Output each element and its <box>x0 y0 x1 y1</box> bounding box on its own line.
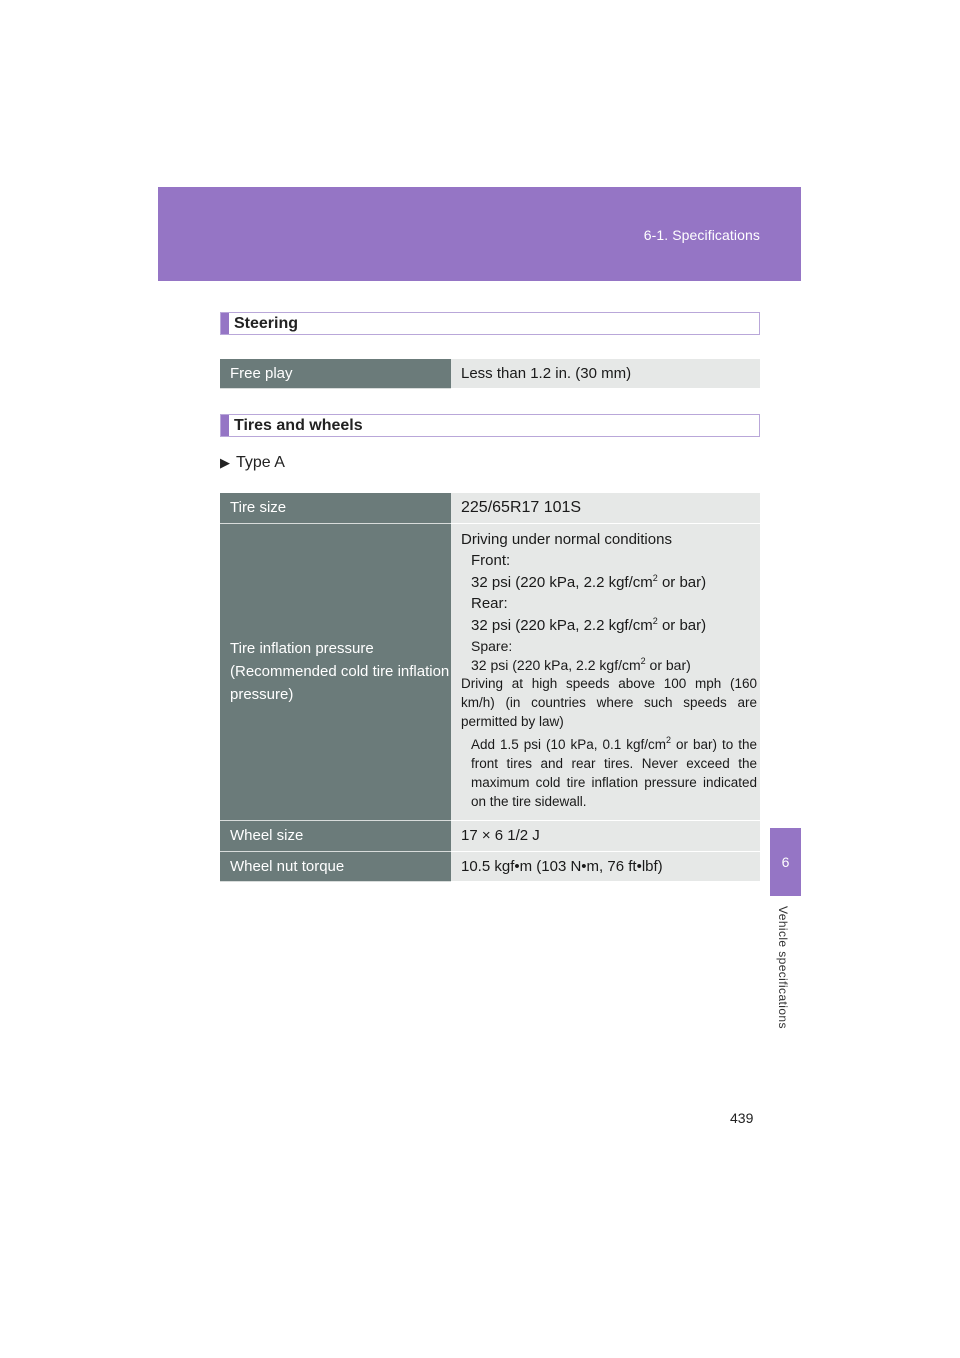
spare-value <box>461 657 760 672</box>
front-value-suffix: or bar) <box>657 574 707 591</box>
inflation-value <box>451 523 760 820</box>
header-band <box>158 187 801 281</box>
table-row <box>220 359 760 388</box>
front-value <box>461 574 760 590</box>
add-pressure-suffix: or bar) to the front tires and rear tires. Never exceed the maximum cold tire inflation pressure indicated on the tire sidewall. <box>471 737 757 809</box>
chapter-label: Vehicle specifications <box>776 906 790 1029</box>
free-play-label: Free play <box>220 359 451 388</box>
front-value-text: 32 psi (220 kPa, 2.2 kgf/cm <box>471 574 653 591</box>
tire-size-value: 225/65R17 101S <box>451 493 760 523</box>
page-number: 439 <box>730 1110 754 1126</box>
wheel-size-label: Wheel size <box>220 820 451 851</box>
tires-heading <box>220 414 760 437</box>
section-title: 6-1. Specifications <box>643 227 760 243</box>
triangle-bullet-icon: ▶ <box>220 455 230 470</box>
superscript: 2 <box>640 656 646 666</box>
tire-size-label: Tire size <box>220 493 451 523</box>
tires-table <box>220 493 760 882</box>
table-row <box>220 851 760 881</box>
rear-value <box>461 617 760 633</box>
superscript: 2 <box>652 573 658 583</box>
wheel-size-value: 17 × 6 1/2 J <box>451 820 760 851</box>
superscript: 2 <box>652 616 658 626</box>
add-pressure-text: Add 1.5 psi (10 kPa, 0.1 kgf/cm <box>471 737 666 752</box>
inflation-label-line: (Recommended cold tire inflation <box>230 663 450 680</box>
heading-accent <box>221 313 229 334</box>
wheel-nut-torque-value: 10.5 kgf•m (103 N•m, 76 ft•lbf) <box>451 851 760 881</box>
rear-value-text: 32 psi (220 kPa, 2.2 kgf/cm <box>471 617 653 634</box>
table-row <box>220 820 760 851</box>
chapter-tab: 6 <box>770 828 801 896</box>
front-label: Front: <box>471 552 511 569</box>
steering-table <box>220 359 760 389</box>
inflation-label-line: Tire inflation pressure <box>230 640 374 657</box>
add-pressure-note <box>461 731 760 811</box>
rear-value-suffix: or bar) <box>657 617 707 634</box>
tires-heading-text: Tires and wheels <box>234 416 363 434</box>
inflation-label-line: pressure) <box>230 686 294 703</box>
wheel-nut-torque-label: Wheel nut torque <box>220 851 451 881</box>
high-speed-note: Driving at high speeds above 100 mph (160 km/h) (in countries where such speeds are permitted by law) <box>461 676 757 729</box>
spare-value-suffix: or bar) <box>645 657 691 673</box>
superscript: 2 <box>666 735 672 745</box>
steering-heading-text: Steering <box>234 314 299 332</box>
type-label: Type A <box>236 454 285 471</box>
inflation-label <box>220 523 451 820</box>
type-line <box>220 454 285 472</box>
spare-label: Spare: <box>471 638 513 654</box>
free-play-value: Less than 1.2 in. (30 mm) <box>451 359 760 388</box>
rear-label: Rear: <box>471 595 508 612</box>
table-row <box>220 493 760 523</box>
normal-conditions: Driving under normal conditions <box>461 531 672 548</box>
steering-heading <box>220 312 760 335</box>
table-row <box>220 523 760 820</box>
spare-value-text: 32 psi (220 kPa, 2.2 kgf/cm <box>471 657 641 673</box>
heading-accent <box>221 415 229 436</box>
